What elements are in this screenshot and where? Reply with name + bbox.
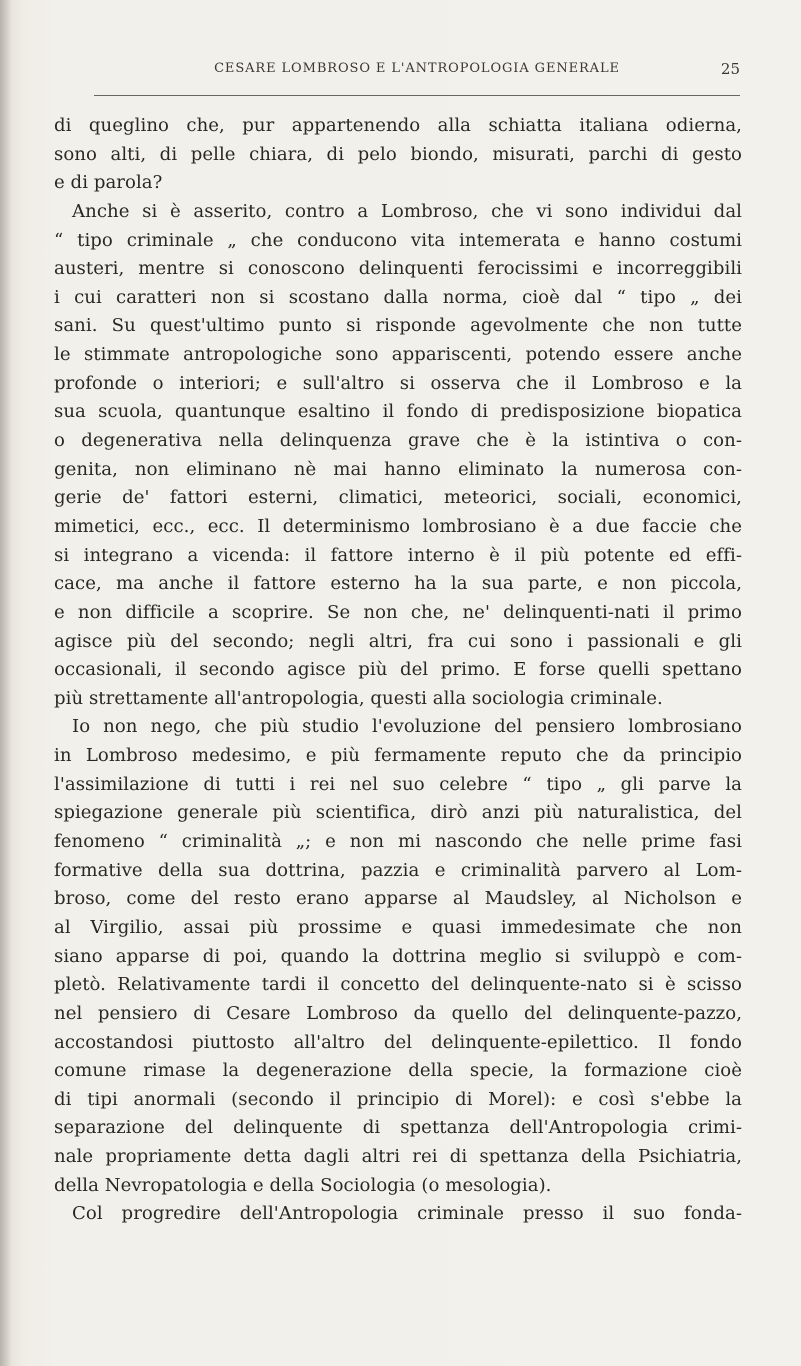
text-line: sono alti, di pelle chiara, di pelo biondo, misurati, parchi di gesto [54, 143, 742, 165]
text-line: Col progredire dell'Antropologia criminale presso il suo fonda- [72, 1203, 742, 1225]
text-line: al Virgilio, assai più prossime e quasi immedesimate che non [54, 916, 742, 938]
text-line: comune rimase la degenerazione della specie, la formazione cioè [54, 1060, 742, 1082]
text-line: e non difficile a scoprire. Se non che, ne' delinquenti-nati il primo [54, 601, 742, 623]
text-line: della Nevropatologia e della Sociologia (o mesologia). [54, 1174, 552, 1196]
text-line: profonde o interiori; e sull'altro si osserva che il Lombroso e la [54, 372, 742, 394]
text-line: nale propriamente detta dagli altri rei di spettanza della Psichiatria, [54, 1146, 742, 1168]
text-line: di queglino che, pur appartenendo alla schiatta italiana odierna, [54, 115, 742, 136]
text-line: o degenerativa nella delinquenza grave che è la istintiva o con- [54, 430, 742, 452]
page-number: 25 [720, 60, 740, 78]
text-line: Anche si è asserito, contro a Lombroso, che vi sono individui dal [72, 200, 742, 222]
header-rule [94, 95, 740, 96]
text-line: agisce più del secondo; negli altri, fra cui sono i passionali e gli [54, 630, 742, 652]
text-line: fenomeno “ criminalità „; e non mi nascondo che nelle prime fasi [54, 831, 742, 853]
text-line: formative della sua dottrina, pazzia e criminalità parvero al Lom- [54, 859, 742, 881]
text-line: si integrano a vicenda: il fattore interno è il più potente ed effi- [54, 544, 742, 566]
text-line: gerie de' fattori esterni, climatici, meteorici, sociali, economici, [54, 487, 742, 509]
text-line: le stimmate antropologiche sono appariscenti, potendo essere anche [54, 344, 742, 366]
text-line: pletò. Relativamente tardi il concetto del delinquente-nato si è scisso [54, 974, 742, 996]
text-line: separazione del delinquente di spettanza dell'Antropologia crimi- [54, 1117, 742, 1139]
text-line: e di parola? [54, 172, 163, 194]
page-header [94, 61, 740, 91]
text-line: Io non nego, che più studio l'evoluzione del pensiero lombrosiano [72, 716, 742, 738]
text-line: in Lombroso medesimo, e più fermamente reputo che da principio [54, 745, 742, 767]
text-line: di tipi anormali (secondo il principio di Morel): e così s'ebbe la [54, 1088, 742, 1110]
running-title: CESARE LOMBROSO E L'ANTROPOLOGIA GENERALE [214, 61, 620, 76]
text-line: broso, come del resto erano apparse al Maudsley, al Nicholson e [54, 888, 742, 910]
text-line: più strettamente all'antropologia, questi alla sociologia criminale. [54, 687, 663, 709]
text-line: siano apparse di poi, quando la dottrina meglio si sviluppò e com- [54, 945, 742, 967]
body-text [54, 112, 742, 1229]
text-line: occasionali, il secondo agisce più del primo. E forse quelli spettano [54, 659, 742, 681]
text-line: sua scuola, quantunque esaltino il fondo di predisposizione biopatica [54, 401, 742, 423]
text-line: genita, non eliminano nè mai hanno eliminato la numerosa con- [54, 458, 742, 480]
text-line: i cui caratteri non si scostano dalla norma, cioè dal “ tipo „ dei [54, 286, 742, 308]
text-line: cace, ma anche il fattore esterno ha la sua parte, e non piccola, [54, 573, 742, 595]
text-line: accostandosi piuttosto all'altro del delinquente-epilettico. Il fondo [54, 1031, 742, 1053]
text-line: sani. Su quest'ultimo punto si risponde agevolmente che non tutte [54, 315, 742, 337]
text-line: austeri, mentre si conoscono delinquenti ferocissimi e incorreggibili [54, 258, 742, 280]
text-line: nel pensiero di Cesare Lombroso da quello del delinquente-pazzo, [54, 1002, 742, 1024]
binding-shadow [0, 0, 12, 1366]
text-line: spiegazione generale più scientifica, dirò anzi più naturalistica, del [54, 802, 742, 824]
text-line: mimetici, ecc., ecc. Il determinismo lombrosiano è a due faccie che [54, 515, 742, 537]
text-line: “ tipo criminale „ che conducono vita intemerata e hanno costumi [54, 229, 742, 251]
text-line: l'assimilazione di tutti i rei nel suo celebre “ tipo „ gli parve la [54, 773, 742, 795]
